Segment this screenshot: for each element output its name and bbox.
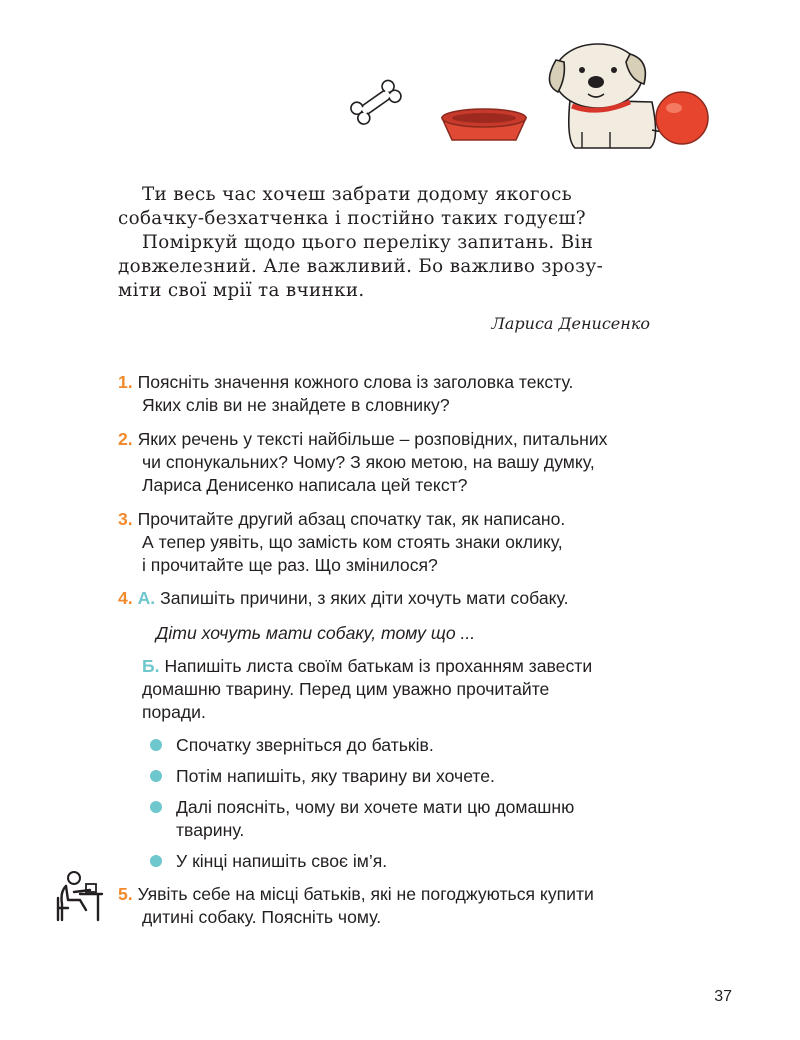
task-text: Яких слів ви не знайдете в словнику? [142,395,450,415]
list-item-text: Потім напишіть, яку тварину ви хочете. [176,766,495,786]
task-text: Поясніть значення кожного слова із заголовка тексту. [137,372,574,392]
task-text: дитині собаку. Поясніть чому. [142,907,382,927]
dog-illustration [330,40,720,160]
task-text: Лариса Денисенко написала цей текст? [142,475,468,495]
task-text: Напишіть листа своїм батькам із проханням завести [164,656,593,676]
task-number: 2. [118,429,133,449]
list-item-text: тварину. [176,820,245,840]
list-item [148,734,574,757]
intro-line: Поміркуй щодо цього переліку запитань. Він [142,232,594,253]
intro-line: Ти весь час хочеш забрати додому якогось [142,184,573,205]
task-number: 5. [118,884,133,904]
task-text: домашню тварину. Перед цим уважно прочитайте [142,679,550,699]
task-text: Яких речень у тексті найбільше – розповідних, питальних [137,429,608,449]
task-letter: Б. [142,656,160,676]
list-item-text: Спочатку зверніться до батьків. [176,735,434,755]
author-signature: Лариса Денисенко [491,314,650,333]
intro-line: собачку-безхатченка і постійно таких годуєш? [118,208,586,229]
task-1 [118,371,573,417]
page-number: 37 [714,988,732,1005]
task-text: і прочитайте ще раз. Що змінилося? [142,555,438,575]
intro-line: довжелезний. Але важливий. Бо важливо зрозу- [118,256,604,277]
list-item-text: Далі поясніть, чому ви хочете мати цю домашню [176,797,575,817]
dog-icon [549,44,668,148]
task-4-example: Діти хочуть мати собаку, тому що ... [156,623,476,643]
task-4 [118,587,568,610]
task-5 [118,883,594,929]
task-number: 3. [118,509,133,529]
task-text: чи спонукальних? Чому? З якою метою, на вашу думку, [142,452,595,472]
task-3 [118,508,565,577]
intro-line: міти свої мрії та вчинки. [118,280,365,301]
list-item [148,796,574,842]
pair-work-icon [56,870,104,922]
bullet-icon [150,855,162,867]
bullet-icon [150,770,162,782]
list-item [148,850,574,873]
ball-icon [656,92,708,144]
task-text: Уявіть себе на місці батьків, які не погоджуються купити [137,884,594,904]
bullet-icon [150,739,162,751]
task-letter: А. [137,588,156,608]
task-number: 4. [118,588,133,608]
task-2 [118,428,607,497]
list-item-text: У кінці напишіть своє ім’я. [176,851,388,871]
task-text: поради. [142,702,206,722]
bowl-icon [442,109,526,140]
task-4b [142,655,592,724]
task-text: Запишіть причини, з яких діти хочуть мати собаку. [160,588,569,608]
task-number: 1. [118,372,133,392]
list-item [148,765,574,788]
task-text: Прочитайте другий абзац спочатку так, як написано. [137,509,566,529]
intro-text [118,183,678,303]
advice-list [148,734,574,881]
task-text: А тепер уявіть, що замість ком стоять знаки оклику, [142,532,563,552]
bullet-icon [150,801,162,813]
bone-icon [349,78,404,126]
